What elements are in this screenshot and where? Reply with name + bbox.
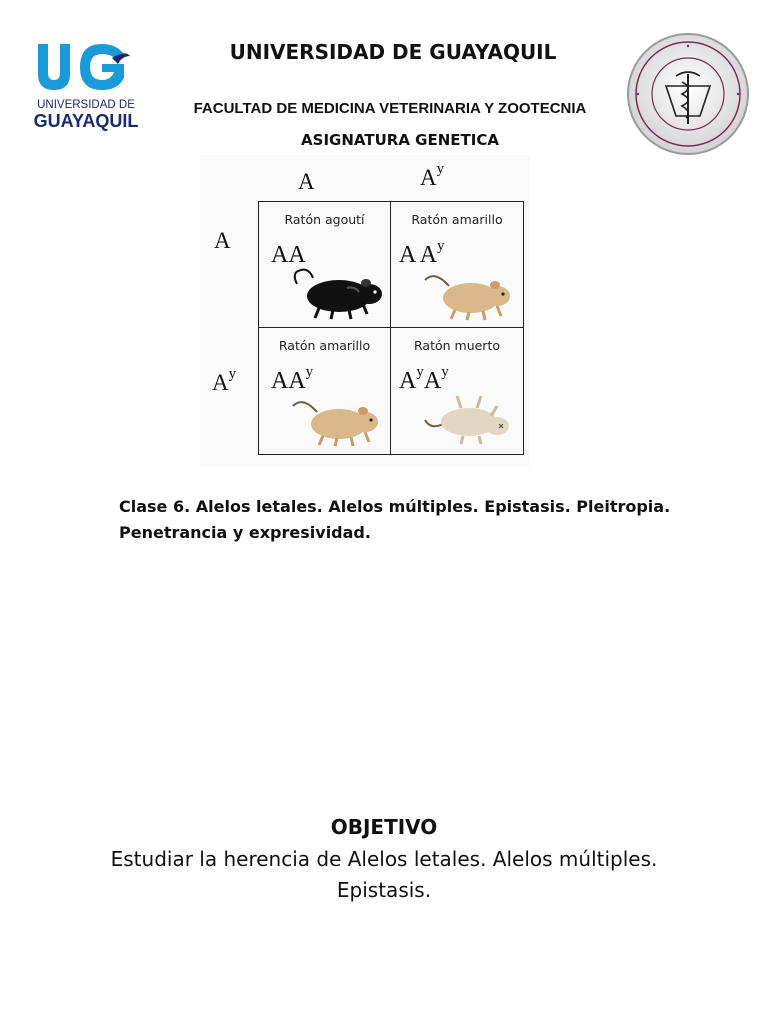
faculty-name: FACULTAD DE MEDICINA VETERINARIA Y ZOOTECNIA — [193, 100, 587, 117]
objective-text — [80, 844, 688, 906]
yellow-mouse-icon — [289, 390, 385, 448]
objective-heading: OBJETIVO — [330, 815, 438, 839]
yellow-mouse-icon — [421, 264, 517, 322]
faculty-seal — [626, 32, 750, 156]
row-allele-2: $A^y$ — [212, 366, 237, 395]
lesson-line-1: Clase 6. Alelos letales. Alelos múltiples. Epistasis. Pleitropia. — [119, 497, 671, 516]
punnett-cell-aa — [259, 202, 391, 328]
punnett-square — [200, 155, 530, 467]
cell-label: Ratón muerto — [414, 338, 500, 353]
objective-line-1: Estudiar la herencia de Alelos letales. Alelos múltiples. — [110, 847, 658, 871]
objective-line-2: Epistasis. — [336, 878, 432, 902]
punnett-cell-aay — [391, 202, 523, 328]
row-allele-1: A — [214, 228, 231, 253]
dead-mouse-icon — [421, 390, 517, 448]
punnett-grid — [258, 201, 524, 455]
logo-text-line1: UNIVERSIDAD DE — [37, 99, 135, 111]
genotype: A $A^y$ — [399, 238, 445, 268]
column-allele-1: A — [298, 169, 315, 194]
subject-name: ASIGNATURA GENETICA — [301, 131, 499, 149]
faculty-seal-icon — [626, 32, 750, 156]
lesson-line-2: Penetrancia y expresividad. — [119, 523, 371, 542]
genotype: $AA^y$ — [271, 364, 314, 394]
university-title: UNIVERSIDAD DE GUAYAQUIL — [229, 40, 557, 64]
logo-text-line2: GUAYAQUIL — [33, 111, 139, 131]
column-allele-2: $A^y$ — [420, 161, 445, 190]
punnett-cell-ayay — [391, 328, 523, 454]
university-logo — [26, 40, 146, 135]
punnett-cell-aay-2 — [259, 328, 391, 454]
lesson-description — [119, 494, 679, 546]
ug-logo-icon — [26, 40, 146, 135]
cell-label: Ratón amarillo — [278, 338, 371, 353]
cell-label: Ratón amarillo — [411, 212, 503, 227]
cell-label: Ratón agoutí — [284, 212, 365, 227]
black-mouse-icon — [289, 264, 385, 322]
genotype: $A^yA^y$ — [399, 364, 449, 394]
genotype: AA — [271, 242, 306, 268]
